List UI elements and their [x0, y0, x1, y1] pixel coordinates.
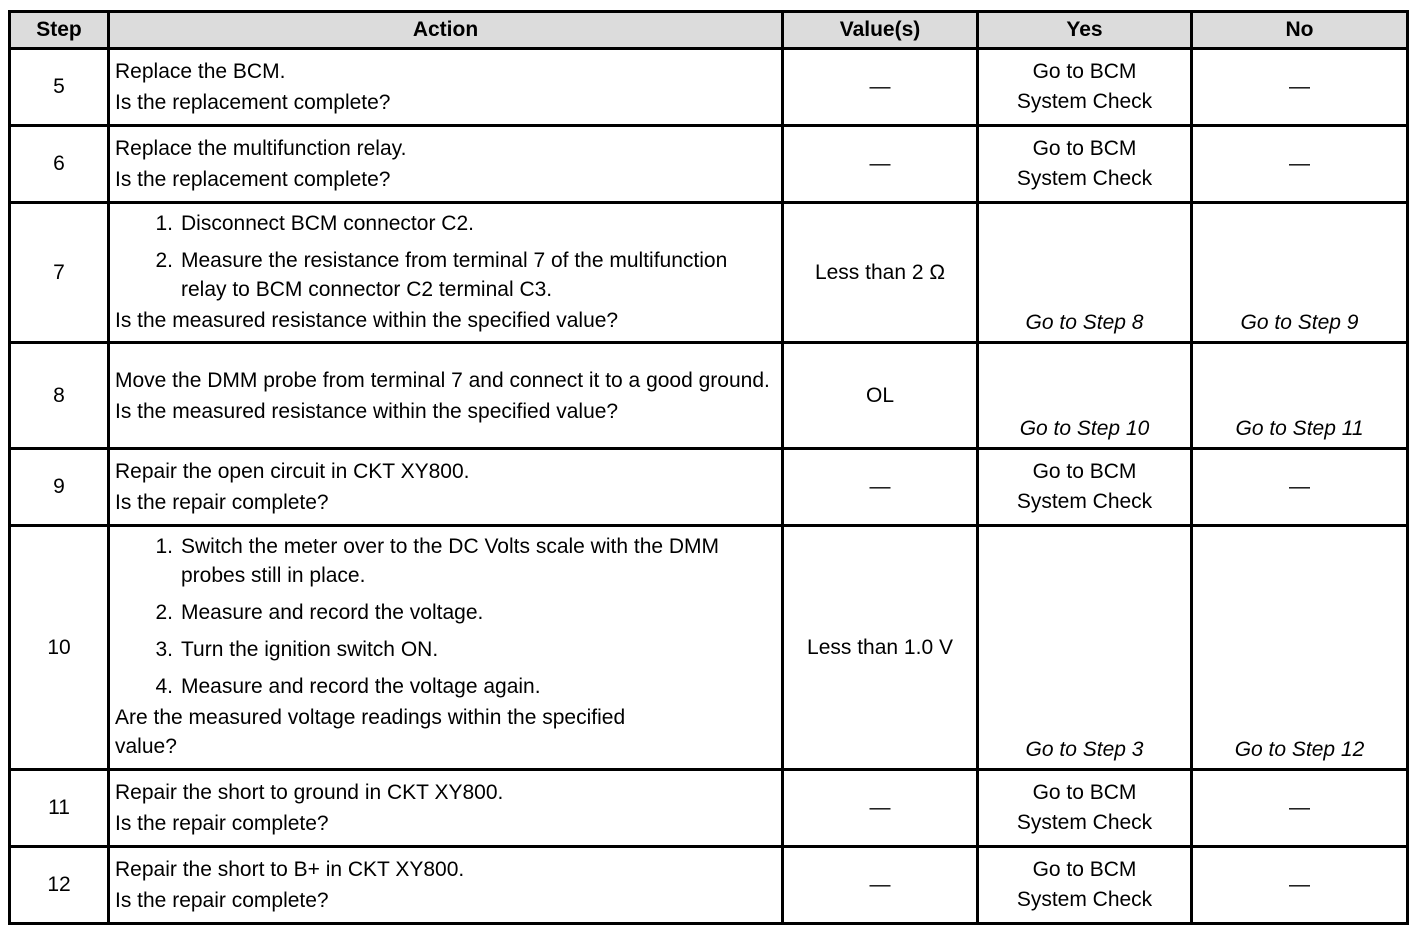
table-row — [10, 126, 1408, 203]
action-question: Is the measured resistance within the specified value? — [115, 308, 619, 332]
action-text: Repair the open circuit in CKT XY800. — [115, 460, 470, 483]
no-cell: — — [1192, 449, 1408, 526]
value-cell: OL — [783, 343, 978, 449]
yes-line-1: Go to BCM — [1032, 137, 1137, 160]
yes-cell — [978, 770, 1192, 847]
yes-line-1: Go to BCM — [1032, 858, 1137, 881]
action-question: Is the repair complete? — [115, 812, 329, 835]
yes-line-1: Go to BCM — [1032, 60, 1137, 83]
no-cell: — — [1192, 770, 1408, 847]
yes-line-2: System Check — [1016, 90, 1153, 113]
step-number: 8 — [10, 343, 109, 449]
yes-cell — [978, 847, 1192, 924]
no-cell: — — [1192, 49, 1408, 126]
value-cell: Less than 1.0 V — [783, 526, 978, 770]
yes-cell — [978, 126, 1192, 203]
action-question: Is the measured resistance within the specified value? — [115, 399, 619, 423]
action-question: Is the replacement complete? — [115, 168, 391, 191]
yes-line-2: System Check — [1016, 167, 1153, 190]
list-item-text: Switch the meter over to the DC Volts scale with the DMM probes still in place. — [181, 535, 720, 587]
step-number: 7 — [10, 203, 109, 343]
list-item — [115, 672, 777, 701]
header-yes: Yes — [978, 12, 1192, 49]
step-number: 11 — [10, 770, 109, 847]
action-question: Are the measured voltage readings within the specified value? — [115, 706, 626, 758]
no-cell: Go to Step 9 — [1192, 203, 1408, 343]
list-item — [115, 635, 777, 664]
table-row — [10, 449, 1408, 526]
action-steps-list — [115, 209, 777, 304]
step-number: 10 — [10, 526, 109, 770]
list-item — [115, 598, 777, 627]
yes-cell: Go to Step 8 — [978, 203, 1192, 343]
yes-line-2: System Check — [1016, 811, 1153, 834]
step-number: 6 — [10, 126, 109, 203]
value-cell: — — [783, 49, 978, 126]
action-cell — [109, 526, 783, 770]
table-row — [10, 49, 1408, 126]
action-question: Is the repair complete? — [115, 889, 329, 912]
list-item-text: Measure the resistance from terminal 7 of the multifunction relay to BCM connector C2 terminal C3. — [181, 248, 728, 301]
header-action: Action — [109, 12, 783, 49]
list-item-number: 4. — [155, 675, 173, 698]
header-values: Value(s) — [783, 12, 978, 49]
list-item-text: Measure and record the voltage. — [181, 601, 484, 624]
yes-line-2: System Check — [1016, 490, 1153, 513]
action-text: Replace the multifunction relay. — [115, 137, 407, 160]
value-cell: — — [783, 449, 978, 526]
action-steps-list — [115, 532, 777, 701]
action-text: Repair the short to ground in CKT XY800. — [115, 781, 504, 804]
list-item-text: Turn the ignition switch ON. — [181, 638, 439, 661]
header-no: No — [1192, 12, 1408, 49]
action-question: Is the replacement complete? — [115, 91, 391, 114]
action-text: Repair the short to B+ in CKT XY800. — [115, 858, 465, 881]
diagnostic-table — [8, 10, 1409, 925]
header-step: Step — [10, 12, 109, 49]
list-item — [115, 532, 777, 590]
table-row — [10, 770, 1408, 847]
no-cell: Go to Step 12 — [1192, 526, 1408, 770]
no-cell: — — [1192, 847, 1408, 924]
yes-line-1: Go to BCM — [1032, 460, 1137, 483]
step-number: 5 — [10, 49, 109, 126]
yes-cell: Go to Step 3 — [978, 526, 1192, 770]
action-cell — [109, 126, 783, 203]
list-item-text: Disconnect BCM connector C2. — [181, 211, 474, 235]
value-cell: — — [783, 770, 978, 847]
value-cell: — — [783, 847, 978, 924]
no-cell: — — [1192, 126, 1408, 203]
action-text: Replace the BCM. — [115, 60, 286, 83]
header-row — [10, 12, 1408, 49]
yes-cell — [978, 49, 1192, 126]
yes-cell — [978, 449, 1192, 526]
list-item-number: 1. — [155, 211, 173, 235]
value-cell: Less than 2 Ω — [783, 203, 978, 343]
action-cell — [109, 203, 783, 343]
action-text: Move the DMM probe from terminal 7 and connect it to a good ground. — [115, 368, 770, 392]
table-row — [10, 847, 1408, 924]
step-number: 9 — [10, 449, 109, 526]
yes-line-2: System Check — [1016, 888, 1153, 911]
action-cell — [109, 49, 783, 126]
list-item-number: 1. — [155, 535, 173, 558]
list-item-number: 2. — [155, 601, 173, 624]
step-number: 12 — [10, 847, 109, 924]
table-row — [10, 203, 1408, 343]
no-cell: Go to Step 11 — [1192, 343, 1408, 449]
list-item-number: 2. — [155, 248, 173, 272]
list-item-text: Measure and record the voltage again. — [181, 675, 541, 698]
yes-line-1: Go to BCM — [1032, 781, 1137, 804]
action-cell — [109, 343, 783, 449]
action-cell — [109, 449, 783, 526]
list-item — [115, 209, 777, 238]
list-item — [115, 246, 777, 304]
action-cell — [109, 847, 783, 924]
list-item-number: 3. — [155, 638, 173, 661]
yes-cell: Go to Step 10 — [978, 343, 1192, 449]
table-row — [10, 526, 1408, 770]
action-cell — [109, 770, 783, 847]
action-question: Is the repair complete? — [115, 491, 329, 514]
table-row — [10, 343, 1408, 449]
value-cell: — — [783, 126, 978, 203]
